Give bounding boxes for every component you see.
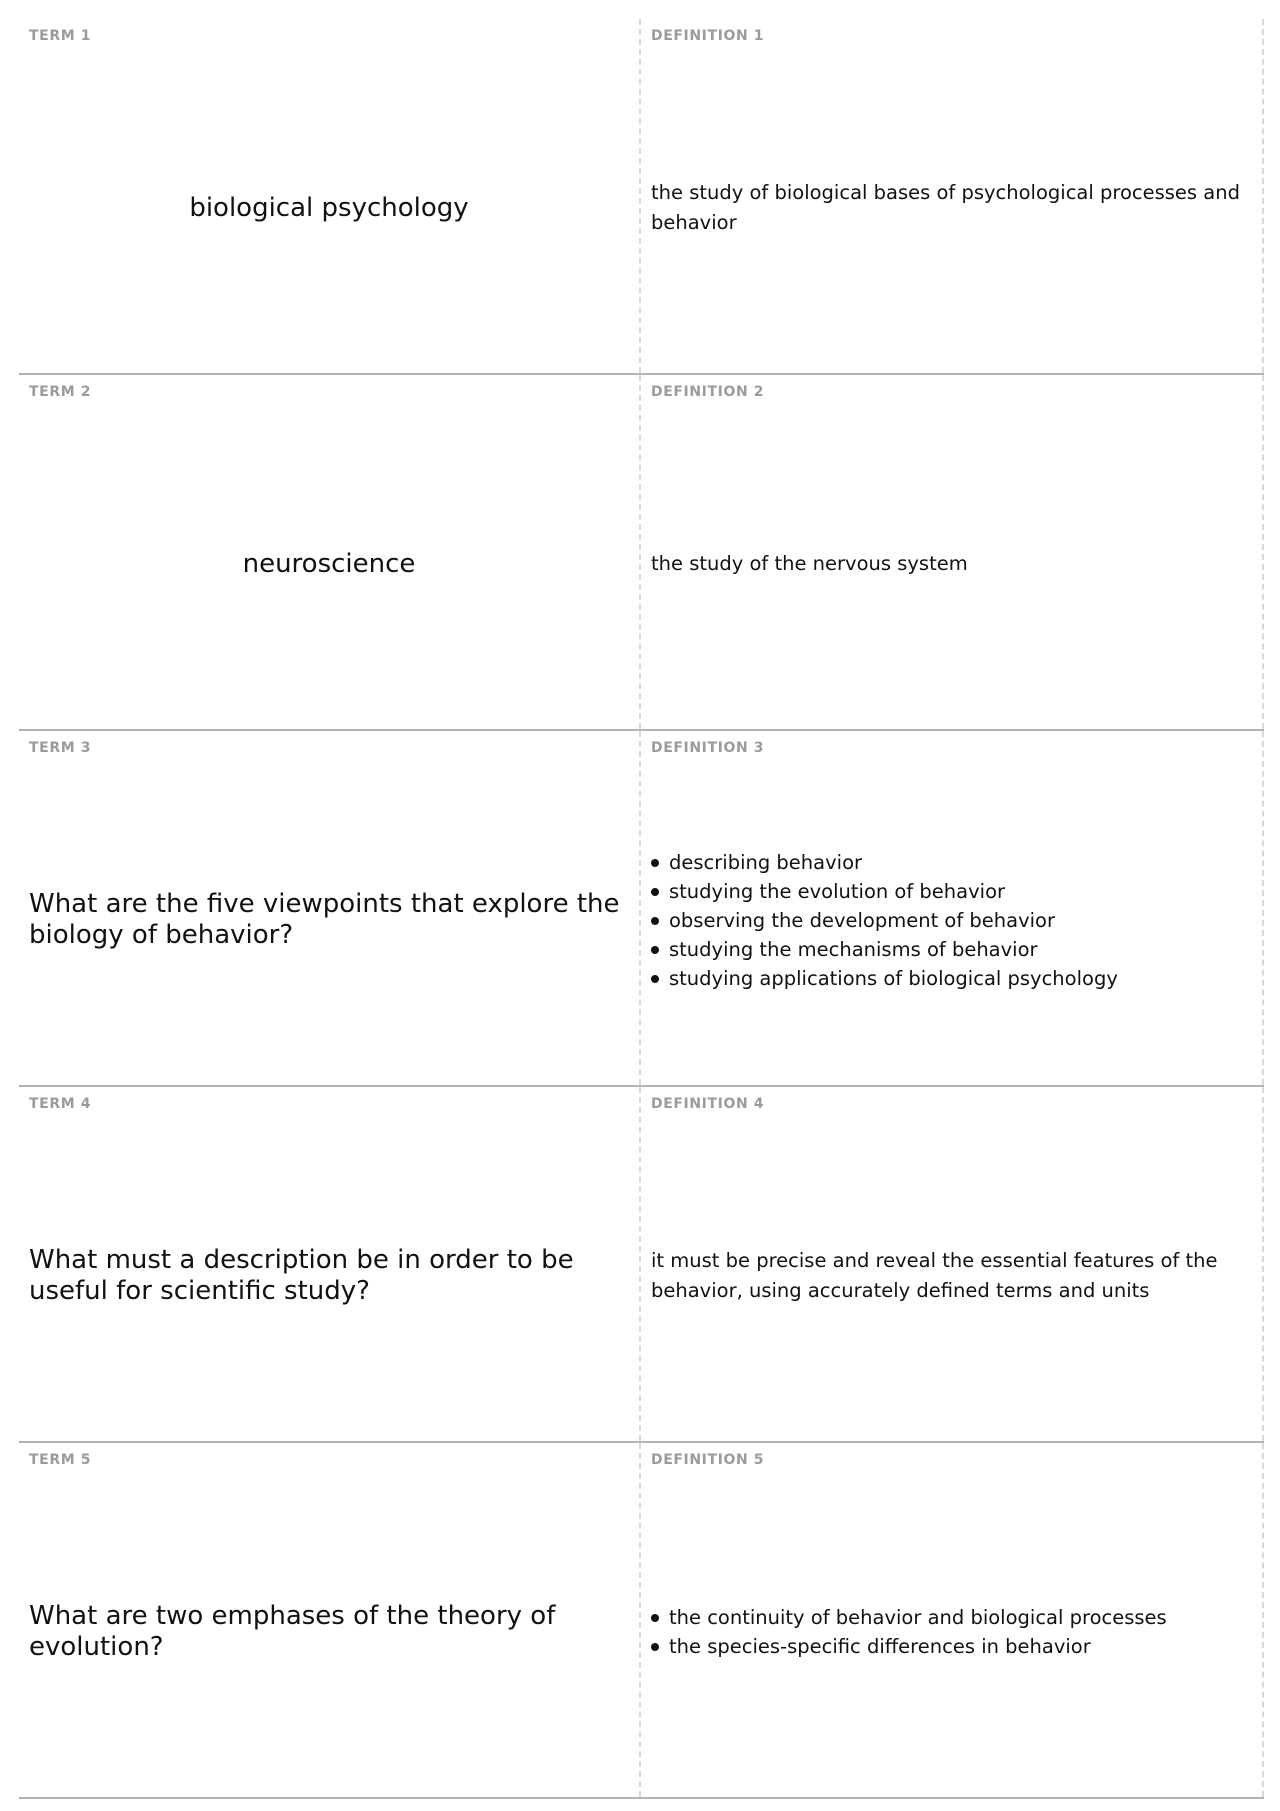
definition-text: the study of biological bases of psychological processes and behavior (651, 181, 1240, 234)
term-text: biological psychology (189, 192, 469, 223)
term-cell (19, 1087, 641, 1441)
term-label: TERM 1 (29, 28, 92, 44)
definition-list-item: describing behavior (651, 848, 1118, 877)
term-text: What must a description be in order to be useful for scientific study? (29, 1245, 574, 1306)
definition-label: DEFINITION 5 (651, 1452, 765, 1468)
term-text: neuroscience (242, 548, 416, 579)
term-label: TERM 2 (29, 384, 92, 400)
definition-text: it must be precise and reveal the essential features of the behavior, using accurately defined terms and units (651, 1249, 1218, 1302)
definition-text: the study of the nervous system (651, 552, 968, 575)
term-label: TERM 3 (29, 740, 92, 756)
definition-cell (641, 375, 1264, 729)
definition-list-item: studying applications of biological psychology (651, 964, 1118, 993)
term-cell (19, 19, 641, 373)
flashcard-row (19, 375, 1264, 731)
term-text: What are the five viewpoints that explore the biology of behavior? (29, 889, 620, 950)
definition-cell (641, 731, 1264, 1085)
flashcard-row (19, 1443, 1264, 1799)
term-cell (19, 1443, 641, 1797)
term-text: What are two emphases of the theory of evolution? (29, 1601, 556, 1662)
term-cell (19, 375, 641, 729)
definition-list-item: studying the mechanisms of behavior (651, 935, 1118, 964)
flashcard-row (19, 731, 1264, 1087)
definition-list (651, 1603, 1167, 1661)
definition-list (651, 848, 1118, 993)
definition-list-item: studying the evolution of behavior (651, 877, 1118, 906)
flashcard-row (19, 19, 1264, 375)
definition-cell (641, 1443, 1264, 1797)
definition-list-item: observing the development of behavior (651, 906, 1118, 935)
definition-label: DEFINITION 4 (651, 1096, 765, 1112)
definition-label: DEFINITION 3 (651, 740, 765, 756)
definition-cell (641, 19, 1264, 373)
term-cell (19, 731, 641, 1085)
flashcard-row (19, 1087, 1264, 1443)
definition-list-item: the continuity of behavior and biological processes (651, 1603, 1167, 1632)
flashcard-sheet (19, 19, 1264, 1799)
definition-cell (641, 1087, 1264, 1441)
definition-label: DEFINITION 1 (651, 28, 765, 44)
definition-list-item: the species-specific differences in behavior (651, 1632, 1167, 1661)
term-label: TERM 5 (29, 1452, 92, 1468)
term-label: TERM 4 (29, 1096, 92, 1112)
definition-label: DEFINITION 2 (651, 384, 765, 400)
